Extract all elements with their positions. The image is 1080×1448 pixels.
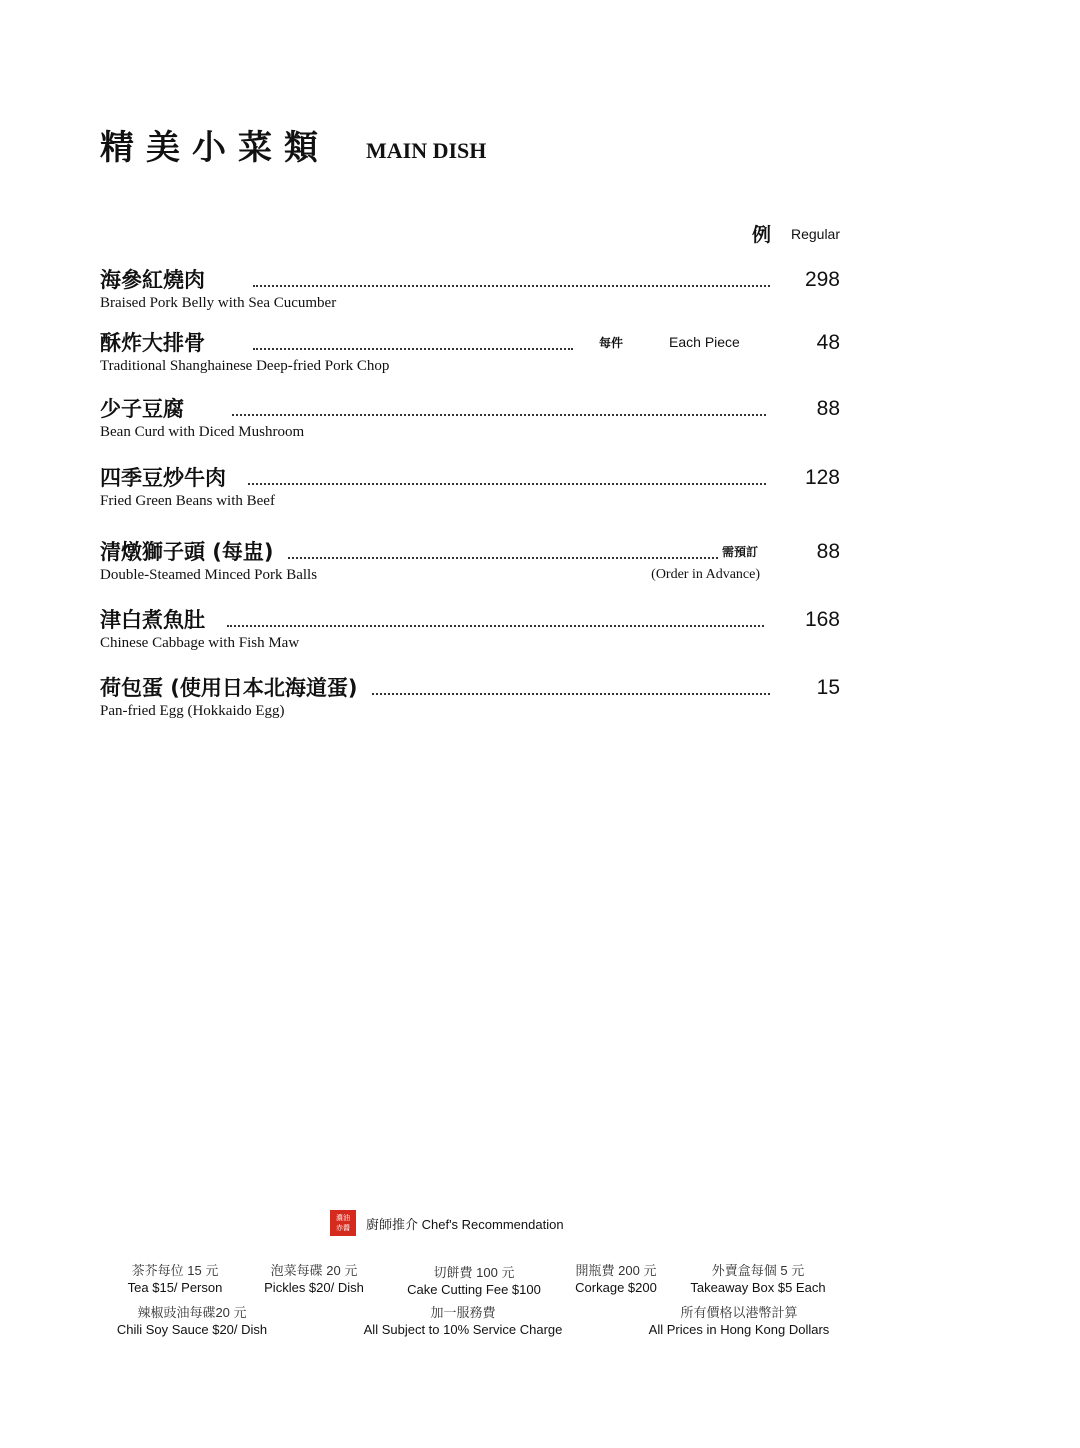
advance-note-chinese: 需預訂 xyxy=(721,544,758,559)
dish-name-chinese: 少子豆腐 xyxy=(100,397,184,421)
fee-note: 辣椒豉油每碟20 元 Chili Soy Sauce $20/ Dish xyxy=(116,1305,268,1337)
dish-name-english: Chinese Cabbage with Fish Maw xyxy=(100,635,300,651)
dish-name-chinese: 四季豆炒牛肉 xyxy=(100,466,226,490)
menu-item xyxy=(100,264,840,324)
menu-header xyxy=(100,128,486,168)
fee-note: 開瓶費 200 元 Corkage $200 xyxy=(575,1263,657,1295)
menu-item xyxy=(100,672,840,732)
dish-price: 128 xyxy=(804,466,840,489)
dot-leader xyxy=(248,482,766,485)
portion-size-chinese: 例 xyxy=(751,224,771,246)
legend-label: 廚師推介 Chef's Recommendation xyxy=(366,1216,564,1232)
dot-leader xyxy=(372,692,770,695)
portion-size-english: Regular xyxy=(790,225,840,242)
menu-item xyxy=(100,393,840,453)
unit-note-english: Each Piece xyxy=(669,334,740,350)
chef-recommendation-legend xyxy=(330,1210,564,1236)
dish-price: 298 xyxy=(804,268,840,291)
dot-leader xyxy=(253,347,573,350)
unit-note-chinese: 每件 xyxy=(599,335,624,350)
dish-price: 88 xyxy=(816,540,840,563)
dot-leader xyxy=(227,624,764,627)
dot-leader xyxy=(288,556,718,559)
dot-leader xyxy=(232,413,766,416)
dish-name-english: Braised Pork Belly with Sea Cucumber xyxy=(100,295,337,311)
chef-seal-icon: 濃油 赤醬 xyxy=(330,1210,356,1236)
fee-note: 泡菜每碟 20 元 Pickles $20/ Dish xyxy=(264,1263,364,1295)
fee-note: 外賣盒每個 5 元 Takeaway Box $5 Each xyxy=(690,1263,826,1295)
dot-leader xyxy=(253,284,770,287)
fee-note: 茶芥每位 15 元 Tea $15/ Person xyxy=(127,1263,223,1295)
menu-item xyxy=(100,462,840,522)
fee-note: 切餅費 100 元 Cake Cutting Fee $100 xyxy=(407,1265,541,1297)
dish-name-chinese: 清燉獅子頭 (每盅) xyxy=(100,540,274,564)
portion-size-header xyxy=(752,220,840,247)
fee-note: 加一服務費 All Subject to 10% Service Charge xyxy=(363,1305,563,1337)
dish-name-chinese: 荷包蛋 (使用日本北海道蛋) xyxy=(100,676,358,700)
menu-item xyxy=(100,604,840,664)
section-title-chinese: 精美小菜類 xyxy=(100,128,330,168)
dish-name-chinese: 海參紅燒肉 xyxy=(100,268,205,292)
dish-name-english: Traditional Shanghainese Deep-fried Pork Chop xyxy=(100,358,390,374)
dish-name-english: Fried Green Beans with Beef xyxy=(100,493,275,509)
dish-name-chinese: 酥炸大排骨 xyxy=(100,331,205,355)
dish-name-english: Bean Curd with Diced Mushroom xyxy=(100,424,305,440)
dish-price: 48 xyxy=(816,331,840,354)
dish-price: 88 xyxy=(816,397,840,420)
dish-name-english: Pan-fried Egg (Hokkaido Egg) xyxy=(100,703,285,719)
advance-note-english: (Order in Advance) xyxy=(651,567,760,582)
dish-price: 168 xyxy=(804,608,840,631)
dish-name-english: Double-Steamed Minced Pork Balls xyxy=(100,567,318,583)
section-title-english: MAIN DISH xyxy=(366,138,487,163)
fee-note: 所有價格以港幣計算 All Prices in Hong Kong Dollars xyxy=(648,1305,830,1337)
dish-name-chinese: 津白煮魚肚 xyxy=(100,608,205,632)
dish-price: 15 xyxy=(816,676,840,699)
menu-item xyxy=(100,536,840,596)
menu-item xyxy=(100,327,840,387)
